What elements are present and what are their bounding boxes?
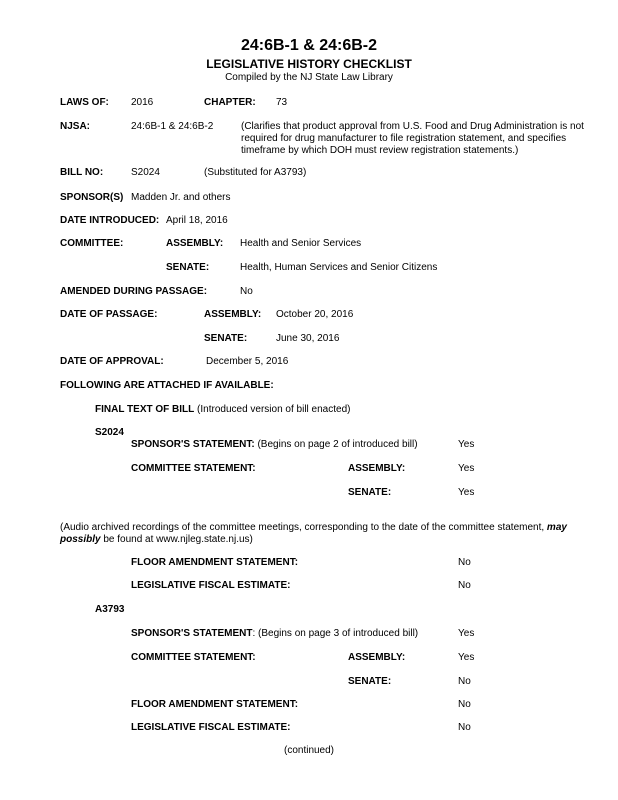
a3793-heading: A3793: [95, 604, 125, 615]
date-of-approval-value: December 5, 2016: [206, 356, 289, 367]
s2024-assembly-label: ASSEMBLY:: [348, 463, 406, 474]
committee-label: COMMITTEE:: [60, 238, 124, 249]
attached-heading: FOLLOWING ARE ATTACHED IF AVAILABLE:: [60, 380, 274, 391]
a3793-fiscal-value: No: [458, 722, 471, 733]
s2024-floor-value: No: [458, 557, 471, 568]
committee-senate-label: SENATE:: [166, 262, 210, 273]
final-text-label: FINAL TEXT OF BILL: [95, 404, 195, 415]
laws-of-value: 2016: [131, 97, 154, 108]
committee-assembly-value: Health and Senior Services: [240, 238, 362, 249]
s2024-senate-label: SENATE:: [348, 487, 392, 498]
s2024-assembly-value: Yes: [458, 463, 475, 474]
committee-senate-value: Health, Human Services and Senior Citizens: [240, 262, 438, 273]
date-introduced-label: DATE INTRODUCED:: [60, 215, 160, 226]
laws-of-label: LAWS OF:: [60, 97, 109, 108]
a3793-floor-value: No: [458, 699, 471, 710]
a3793-senate-label: SENATE:: [348, 676, 392, 687]
s2024-floor-label: FLOOR AMENDMENT STATEMENT:: [131, 557, 299, 568]
chapter-label: CHAPTER:: [204, 97, 256, 108]
njsa-note: (Clarifies that product approval from U.S. Food and Drug Administration is not required for drug manufacturer to file registration statement, and specifies timeframe by which DOH must review registration statements.): [241, 121, 584, 156]
passage-assembly-label: ASSEMBLY:: [204, 309, 262, 320]
a3793-committee-label: COMMITTEE STATEMENT:: [131, 652, 256, 663]
a3793-sponsor-label: SPONSOR'S STATEMENT: [131, 628, 253, 639]
s2024-fiscal-label: LEGISLATIVE FISCAL ESTIMATE:: [131, 580, 291, 591]
a3793-assembly-value: Yes: [458, 652, 475, 663]
continued-footer: (continued): [283, 745, 335, 756]
final-text-row: [95, 404, 350, 416]
njsa-value: 24:6B-1 & 24:6B-2: [131, 121, 214, 132]
a3793-sponsor-value: Yes: [458, 628, 475, 639]
page-subtitle: LEGISLATIVE HISTORY CHECKLIST: [206, 57, 412, 71]
a3793-senate-value: No: [458, 676, 471, 687]
s2024-sponsor-label: SPONSOR'S STATEMENT:: [131, 439, 255, 450]
passage-senate-value: June 30, 2016: [276, 333, 340, 344]
audio-note-part2: be found at www.njleg.state.nj.us): [100, 534, 253, 545]
audio-note-part1: (Audio archived recordings of the committee meetings, corresponding to the date of the committee statement,: [60, 522, 547, 533]
amended-label: AMENDED DURING PASSAGE:: [60, 286, 208, 297]
audio-note: [60, 522, 600, 546]
bill-no-label: BILL NO:: [60, 167, 104, 178]
compiled-by: Compiled by the NJ State Law Library: [225, 72, 393, 83]
amended-value: No: [240, 286, 253, 297]
audio-note-emphasis: may possibly: [60, 522, 567, 545]
s2024-sponsor-note: (Begins on page 2 of introduced bill): [257, 439, 418, 450]
bill-no-value: S2024: [131, 167, 160, 178]
a3793-sponsor-note: : (Begins on page 3 of introduced bill): [252, 628, 419, 639]
a3793-floor-label: FLOOR AMENDMENT STATEMENT:: [131, 699, 299, 710]
passage-assembly-value: October 20, 2016: [276, 309, 354, 320]
s2024-fiscal-value: No: [458, 580, 471, 591]
bill-no-note: (Substituted for A3793): [204, 167, 307, 178]
final-text-note: (Introduced version of bill enacted): [197, 404, 351, 415]
s2024-sponsor-row: [131, 439, 418, 451]
date-introduced-value: April 18, 2016: [166, 215, 228, 226]
njsa-label: NJSA:: [60, 121, 91, 132]
a3793-fiscal-label: LEGISLATIVE FISCAL ESTIMATE:: [131, 722, 291, 733]
s2024-sponsor-value: Yes: [458, 439, 475, 450]
chapter-value: 73: [276, 97, 288, 108]
page-title: 24:6B-1 & 24:6B-2: [240, 37, 378, 54]
a3793-assembly-label: ASSEMBLY:: [348, 652, 406, 663]
committee-assembly-label: ASSEMBLY:: [166, 238, 224, 249]
s2024-heading: S2024: [95, 427, 124, 438]
passage-senate-label: SENATE:: [204, 333, 248, 344]
sponsors-label: SPONSOR(S): [60, 192, 124, 203]
date-of-passage-label: DATE OF PASSAGE:: [60, 309, 158, 320]
a3793-sponsor-row: [131, 628, 418, 640]
s2024-senate-value: Yes: [458, 487, 475, 498]
date-of-approval-label: DATE OF APPROVAL:: [60, 356, 164, 367]
sponsors-value: Madden Jr. and others: [131, 192, 231, 203]
s2024-committee-label: COMMITTEE STATEMENT:: [131, 463, 256, 474]
